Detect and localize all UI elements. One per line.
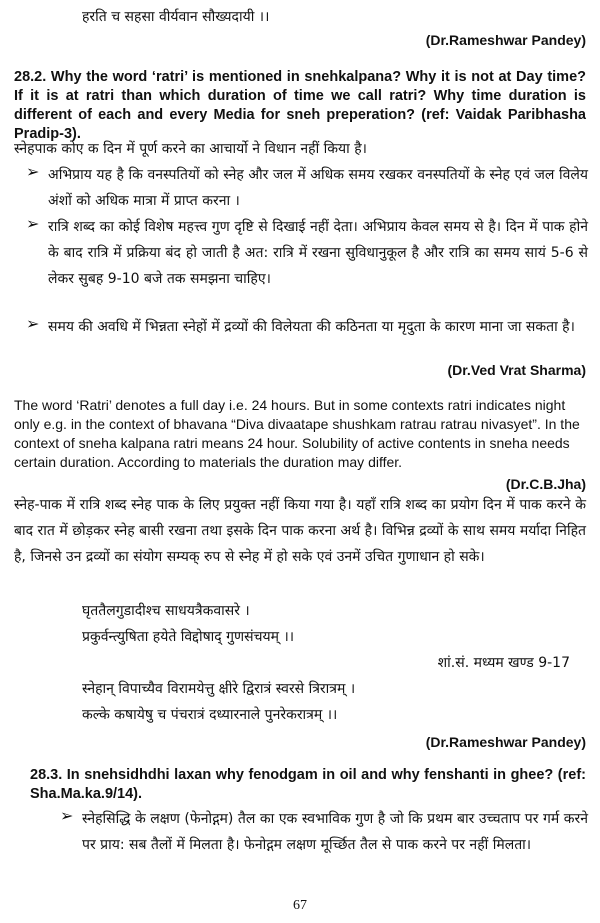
verse-line: स्नेहान् विपाच्यैव विरामयेत्तु क्षीरे द्विरात्रं स्वरसे त्रिरात्रम् ।	[82, 681, 356, 697]
english-paragraph: The word ‘Ratri’ denotes a full day i.e. 24 hours. But in some contexts ratri indicates night only e.g. in the context of bhavana “Diva divaatape shushkam ratrau ratrau nivasyet”. In the context of sneha kalpana ratri means 24 hour. Solubility of active contents in sneha needs certain duration. According to materials the duration may differ.	[14, 397, 580, 470]
author-credit: (Dr.Rameshwar Pandey)	[425, 32, 586, 48]
verse-reference: शां.सं. मध्यम खण्ड 9-17	[437, 655, 570, 671]
bullet-text: अभिप्राय यह है कि वनस्पतियों को स्नेह और जल में अधिक समय रखकर वनस्पतियों के स्नेह एवं जल विलेय अंशों को अधिक मात्रा में प्राप्त करना ।	[48, 167, 588, 209]
bullet-text: स्नेहसिद्धि के लक्षण (फेनोद्गम) तैल का एक स्वभाविक गुण है जो कि प्रथम बार उच्चताप पर गर्म करने पर प्राय: सब तैलों में मिलता है। फेनोद्गम लक्षण मूर्च्छित तैल से पाक करने पर नहीं मिलता।	[82, 811, 588, 853]
bullet-item	[26, 162, 588, 214]
arrow-bullet-icon: ➢	[60, 806, 74, 825]
question-heading: 28.3. In snehsidhdhi laxan why fenodgam in oil and why fenshanti in ghee? (ref: Sha.Ma.ka.9/14).	[30, 767, 586, 802]
page-number: 67	[293, 898, 307, 913]
intro-text: स्नेहपाक कोए क दिन में पूर्ण करने का आचार्यो ने विधान नहीं किया है।	[14, 141, 367, 157]
author-credit: (Dr.C.B.Jha)	[505, 476, 586, 492]
bullet-item	[60, 806, 588, 858]
bullet-text: समय की अवधि में भिन्नता स्नेहों में द्रव्यों की विलेयता की कठिनता या मृदुता के कारण माना जा सकता है।	[48, 319, 575, 335]
verse-line: कल्के कषायेषु च पंचरात्रं दध्यारनाले पुनरेकरात्रम् ।।	[82, 707, 338, 723]
arrow-bullet-icon: ➢	[26, 314, 40, 333]
bullet-text: रात्रि शब्द का कोई विशेष महत्त्व गुण दृष्टि से दिखाई नहीं देता। अभिप्राय केवल समय से है। दिन में पाक होने के बाद रात्रि में प्रक्रिया बंद हो जाती है अत: रात्रि में रखना सुविधानुकूल है और रात्रि का समय सायं 5-6 से लेकर सुबह 9-10 बजे तक समझना चाहिए।	[48, 219, 588, 287]
author-credit: (Dr.Rameshwar Pandey)	[425, 734, 586, 750]
bullet-item	[26, 214, 588, 292]
top-verse: हरति च सहसा वीर्यवान सौख्यदायी ।।	[82, 9, 270, 25]
verse-line: घृततैलगुडादीश्च साधयत्रैकवासरे ।	[82, 603, 250, 619]
arrow-bullet-icon: ➢	[26, 162, 40, 181]
author-credit: (Dr.Ved Vrat Sharma)	[447, 362, 586, 378]
question-heading: 28.2. Why the word ‘ratri’ is mentioned in snehkalpana? Why it is not at Day time? If it is at ratri than which duration of time we call ratri? Why time duration is different of each and every Media for sneh preperation? (ref: Vaidak Paribhasha Pradip-3).	[14, 69, 586, 142]
hindi-paragraph: स्नेह-पाक में रात्रि शब्द स्नेह पाक के लिए प्रयुक्त नहीं किया गया है। यहाँ रात्रि शब्द का प्रयोग दिन में पाक करने के बाद रात में छोड़कर स्नेह बासी रखना तथा इसके दिन पाक करना अर्थ है। विभिन्न द्रव्यों के साथ समय मर्यादा निहित है, जिनसे उन द्रव्यों का संयोग सम्यक् रुप से स्नेह में हो सके एवं उनमें उचित गुणाधान हो सके।	[14, 497, 586, 565]
arrow-bullet-icon: ➢	[26, 214, 40, 233]
verse-line: प्रकुर्वन्त्युषिता हयेते विद्दोषाद् गुणसंचयम् ।।	[82, 629, 295, 645]
bullet-item	[26, 314, 588, 340]
